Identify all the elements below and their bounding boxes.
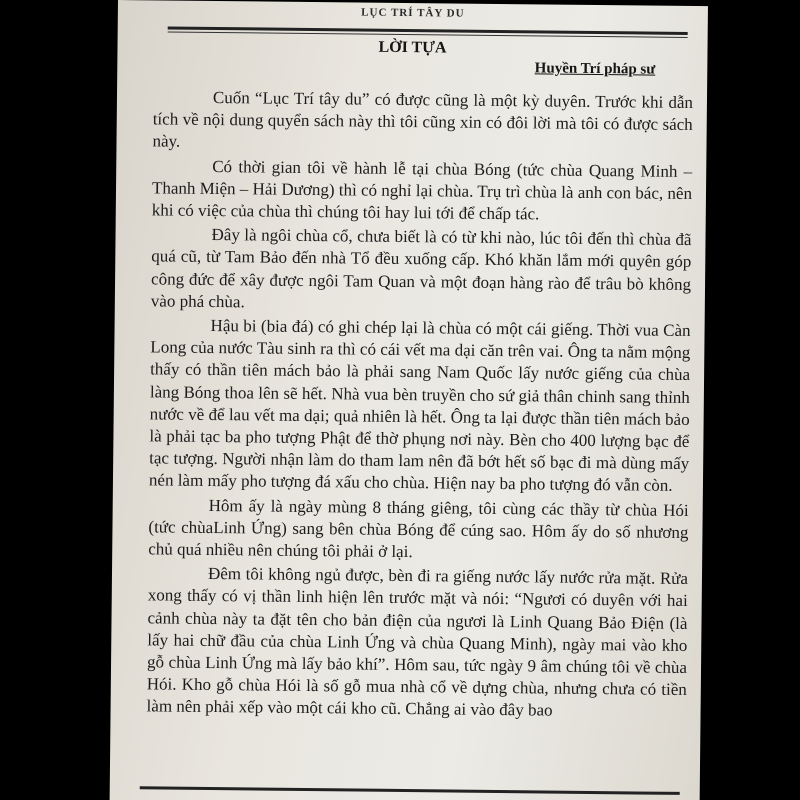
chapter-title: LỜI TỰA	[378, 38, 447, 57]
running-title: LỤC TRÍ TÂY DU	[361, 6, 465, 20]
paragraph-5: Hôm ấy là ngày mùng 8 tháng giêng, tôi cùng các thầy từ chùa Hói (tức chùaLinh Ứng) sang bên chùa Bóng để cúng sao. Hôm ấy do số nhương chủ quá nhiều nên chúng tôi phải ở lại.	[148, 495, 689, 562]
paragraph-1: Cuốn “Lục Trí tây du” có được cũng là một kỳ duyên. Trước khi dẫn tích về nội dung quyển sách này thì tôi cũng xin có đôi lời mà tôi có được sách này.	[152, 88, 694, 152]
paragraph-6: Đêm tôi không ngủ được, bèn đi ra giếng nước lấy nước rửa mặt. Rửa xong thấy có vị thần linh hiện lên trước mặt và nói: “Ngươi có duyên với hai cảnh chùa này ta đặt tên cho bản điện của ngươi là Linh Quang Bảo Điện (là lấy hai chữ đầu của chùa Linh Ứng và chùa Quang Minh), ngày mai vào kho gỗ chùa Linh Ứng mà lấy bảo khí”. Hôm sau, tức ngày 9 âm chúng tôi về chùa Hói. Kho gỗ chùa Hói là số gỗ mua nhà cổ về dựng chùa, nhưng chưa có tiền làm nên phải xếp vào một cái kho cũ. Chẳng ai vào đây bao	[146, 564, 689, 721]
chapter-author: Huyền Trí pháp sư	[534, 60, 656, 78]
paragraph-4: Hậu bi (bia đá) có ghi chép lại là chùa có một cái giếng. Thời vua Càn Long của nước Tàu sinh ra thì có cái vết ma dại căn trên vai. Ông ta nằm mộng thấy có thần tiên mách bảo là phải sang Nam Quốc lấy nước giếng của chùa làng Bóng thoa lên sẽ hết. Nhà vua bèn truyền cho sứ giả thân chinh sang thỉnh nước về để lau vết ma dại; quả nhiên là hết. Ông ta lại được thần tiên mách bảo là phải tạc ba pho tượng Phật để thờ phụng nơi này. Bèn cho 400 lượng bạc để tạc tượng. Người nhận làm do tham lam nên đã bớt hết số bạc đi mà dùng mấy nén làm mấy pho tượng đá xấu cho chùa. Hiện nay ba pho tượng đó vẫn còn.	[148, 316, 691, 496]
paragraph-3: Đây là ngôi chùa cổ, chưa biết là có từ khi nào, lúc tôi đến thì chùa đã quá cũ, từ Tam Bảo đến nhà Tổ đều xuống cấp. Khó khăn lắm mới quyên góp công đức để xây được ngôi Tam Quan và một đoạn hàng rào để trâu bò không vào phá chùa.	[150, 225, 692, 312]
book-page	[110, 0, 708, 800]
paragraph-2: Có thời gian tôi về hành lễ tại chùa Bóng (tức chùa Quang Minh – Thanh Miện – Hải Dương) thì có nghỉ lại chùa. Trụ trì chùa là anh con bác, nên khi có việc của chùa thì chúng tôi hay lui tới để chấp tác.	[151, 156, 693, 224]
footer-rule	[140, 786, 680, 795]
body-text	[146, 86, 693, 725]
